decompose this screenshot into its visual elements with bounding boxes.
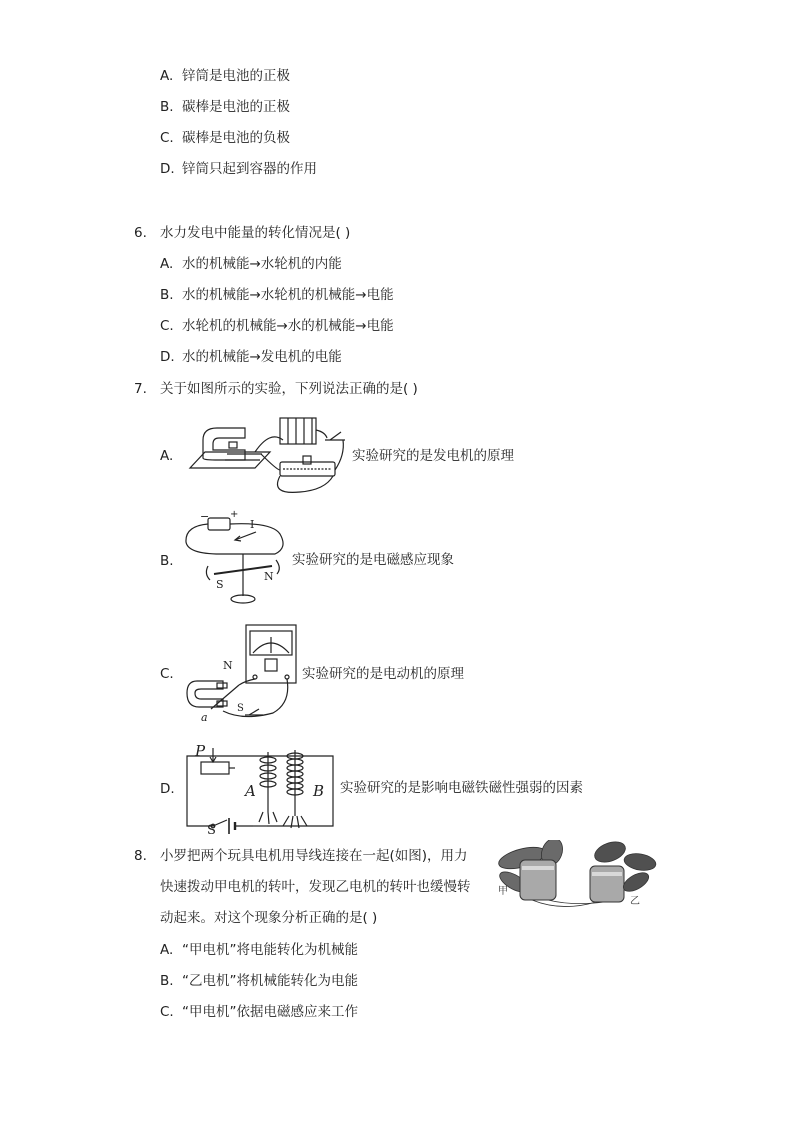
b-label: B [313,782,325,800]
q6-option-c [160,317,394,335]
horseshoe-magnet [203,428,245,460]
option-letter: B. [160,973,174,989]
option-text: 水轮机的机械能→水的机械能→电能 [182,318,394,334]
option-letter: B. [160,553,174,569]
current-arrow [235,532,256,540]
wire-loop [186,524,283,554]
option-letter: C. [160,318,174,334]
q8-option-a [160,941,358,959]
q7d-caption: 实验研究的是影响电磁铁磁性强弱的因素 [340,780,583,796]
option-letter: B. [160,287,174,303]
question-number: 7. [134,381,147,397]
a-label: a [201,711,208,723]
q8-motors-photo [492,840,660,916]
option-letter: D. [160,781,175,797]
question-text: 水力发电中能量的转化情况是( ) [160,225,351,241]
q6-stem [134,224,350,242]
n-pole-label: N [264,570,274,583]
option-letter: C. [160,1004,174,1020]
p-label: P [195,742,206,760]
option-letter: A. [160,68,174,84]
option-letter: C. [160,666,174,682]
question-text: 小罗把两个玩具电机用导线连接在一起(如图)，用力 [160,848,468,864]
option-letter: C. [160,130,174,146]
q7c-figure [183,623,301,723]
option-text: “甲电机”将电能转化为机械能 [182,942,358,958]
option-letter: D. [160,349,175,365]
s-pole-label: S [216,578,224,591]
q7d-figure [183,742,341,834]
rheostat [201,762,229,774]
galvanometer-icon [246,625,296,683]
option-text: 水的机械能→水轮机的机械能→电能 [182,287,394,303]
q7c-caption: 实验研究的是电动机的原理 [302,666,464,682]
option-letter: A. [160,256,174,272]
yi-label: 乙 [630,896,640,907]
q8-stem-line-1 [134,847,468,865]
battery-box [280,418,316,444]
option-text: 碳棒是电池的负极 [182,130,290,146]
q7b-figure [180,508,290,608]
option-text: 碳棒是电池的正极 [182,99,290,115]
q8-stem-line-3: 动起来。对这个现象分析正确的是( ) [160,910,378,926]
a-label: A [245,782,256,800]
option-text: “甲电机”依据电磁感应来工作 [182,1004,358,1020]
option-text: 锌筒是电池的正极 [182,68,290,84]
option-letter: D. [160,161,175,177]
q8-motors-drawing [492,840,660,916]
q5-option-b [160,98,290,116]
motor-yi-body [590,866,624,902]
stand-base [231,595,255,603]
n-pole-label: N [223,659,233,672]
q7-option-a-letter [160,447,173,465]
plus-label: + [230,509,239,520]
s-label: S [207,823,216,834]
option-text: 锌筒只起到容器的作用 [182,161,317,177]
coil-a [260,752,276,812]
battery-icon [208,518,230,530]
q6-option-d [160,348,342,366]
q7-option-d-letter [160,780,175,798]
current-label: I [250,518,255,531]
q7-option-b-letter [160,552,174,570]
q5-option-d [160,160,317,178]
question-number: 6. [134,225,147,241]
q7a-caption: 实验研究的是发电机的原理 [352,448,514,464]
q7a-apparatus-drawing [185,410,350,500]
question-number: 8. [134,848,147,864]
option-letter: A. [160,448,174,464]
q7c-apparatus-drawing [183,623,301,723]
minus-label: − [200,510,210,523]
option-letter: A. [160,942,174,958]
q6-option-a [160,255,342,273]
s-pole-label: S [237,703,244,714]
q7b-oersted-drawing [180,508,290,608]
option-text: 水的机械能→水轮机的内能 [182,256,342,272]
question-text: 关于如图所示的实验，下列说法正确的是( ) [160,381,418,397]
q7d-electromagnet-drawing [183,742,341,834]
q7b-caption: 实验研究的是电磁感应现象 [292,552,454,568]
option-letter: B. [160,99,174,115]
q5-option-c [160,129,290,147]
jia-label: 甲 [498,886,508,897]
coil-b [287,750,303,816]
q5-option-a [160,67,290,85]
q7-stem [134,380,418,398]
q7-option-c-letter [160,665,174,683]
q8-option-c [160,1003,358,1021]
q8-stem-line-2: 快速拨动甲电机的转叶，发现乙电机的转叶也缓慢转 [160,879,471,895]
option-text: “乙电机”将机械能转化为电能 [182,973,358,989]
option-text: 水的机械能→发电机的电能 [182,349,342,365]
q6-option-b [160,286,394,304]
q8-option-b [160,972,358,990]
q7a-figure [185,410,350,500]
